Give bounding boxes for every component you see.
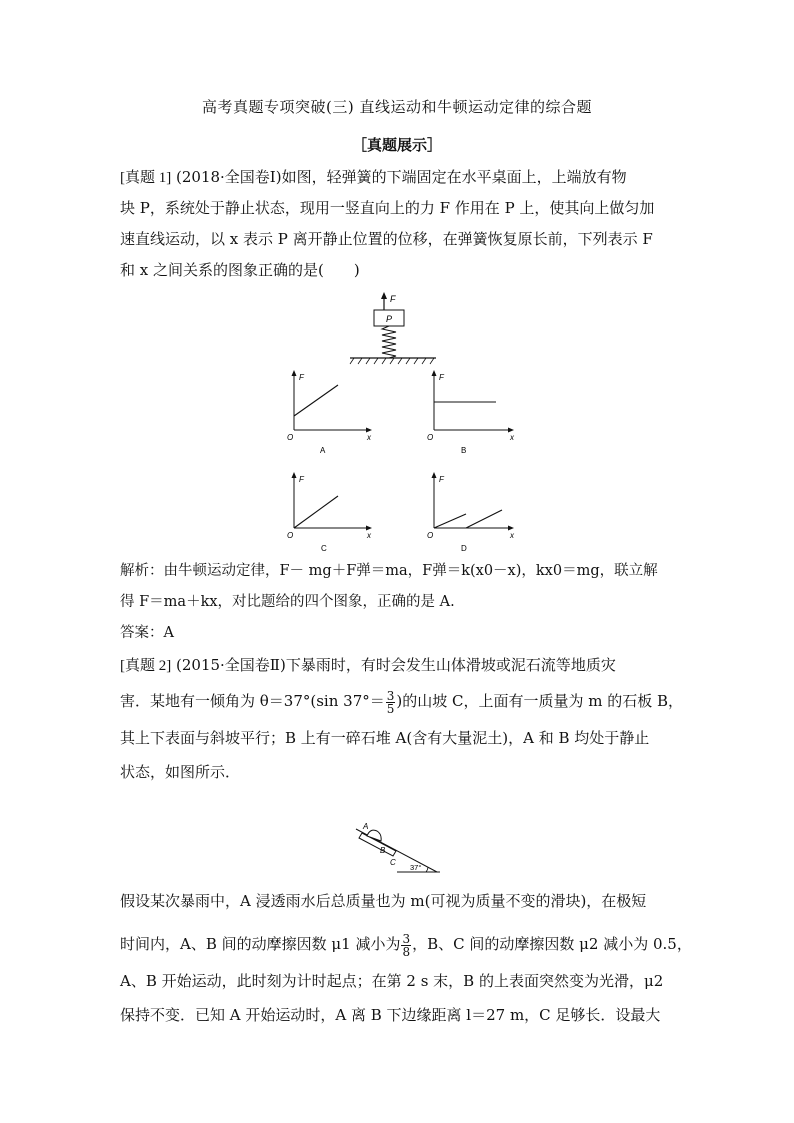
graph-c <box>284 470 384 560</box>
graph-d-label: D <box>461 544 467 553</box>
solution-1-line-2: 得 F＝ma＋kx，对比题给的四个图象，正确的是 A. <box>120 594 455 610</box>
graph-c-line <box>294 496 338 528</box>
answer-1: 答案：A <box>120 625 174 641</box>
svg-text:O: O <box>427 531 434 540</box>
solution-1 <box>120 556 676 649</box>
svg-text:F: F <box>299 373 304 382</box>
svg-text:F: F <box>299 475 304 484</box>
fraction-three-eighths: $\frac{3}{8}$ <box>402 931 411 959</box>
question-1-line-4: 和 x 之间关系的图象正确的是( ) <box>120 261 360 279</box>
page-title: 高考真题专项突破(三) 直线运动和牛顿运动定律的综合题 <box>202 98 592 116</box>
graph-d <box>424 470 534 560</box>
question-1-line-3: 速直线运动，以 x 表示 P 离开静止位置的位移，在弹簧恢复原长前，下列表示 F <box>120 230 653 248</box>
incline-figure <box>350 820 446 878</box>
svg-text:F: F <box>439 475 444 484</box>
question-1-line-1: [真题 1] (2018·全国卷Ⅰ)如图，轻弹簧的下端固定在水平桌面上，上端放有物 <box>120 168 627 186</box>
svg-text:O: O <box>287 433 294 442</box>
block-label: P <box>386 314 393 324</box>
question-2-line-1: [真题 2] (2015·全国卷Ⅱ)下暴雨时，有时会发生山体滑坡或泥石流等地质灾 <box>120 656 616 674</box>
question-2-line-2: 害．某地有一倾角为 θ＝37°(sin 37°＝ $\frac{3}{5}$ )的山坡 C，上面有一质量为 m 的石板 B， <box>120 688 684 716</box>
svg-text:x: x <box>367 531 371 540</box>
graph-b <box>424 368 534 458</box>
question-2-line-4: 状态，如图所示． <box>120 763 241 781</box>
label-c: C <box>390 858 396 867</box>
graph-a-line <box>294 385 338 416</box>
question-1 <box>120 162 676 286</box>
spring <box>382 326 396 358</box>
question-2-continued <box>120 886 692 1032</box>
graph-d-line-1 <box>434 514 466 528</box>
label-b: B <box>380 846 386 855</box>
svg-text:O: O <box>427 433 434 442</box>
angle-label: 37° <box>410 863 422 872</box>
question-1-line-2: 块 P，系统处于静止状态，现用一竖直向上的力 F 作用在 P 上，使其向上做匀加 <box>120 199 655 217</box>
graph-d-line-2 <box>466 510 502 528</box>
svg-text:x: x <box>510 433 514 442</box>
question-2-cont-line-2: 时间内，A、B 间的动摩擦因数 μ1 减小为 $\frac{3}{8}$ ，B、C 间的动摩擦因数 μ2 减小为 0.5， <box>120 931 692 959</box>
graph-a <box>284 368 384 458</box>
svg-text:F: F <box>439 373 444 382</box>
label-a: A <box>363 822 369 831</box>
ground-hatch <box>350 358 434 364</box>
force-arrow-head <box>381 292 387 299</box>
question-2-line-3: 其上下表面与斜坡平行；B 上有一碎石堆 A(含有大量泥土)，A 和 B 均处于静止 <box>120 729 650 747</box>
graph-b-label: B <box>461 446 467 455</box>
angle-arc <box>426 867 428 872</box>
svg-text:x: x <box>510 531 514 540</box>
question-1-tag: [真题 1] <box>120 170 172 186</box>
spring-block-figure <box>340 292 450 370</box>
solution-1-line-1: 解析：由牛顿运动定律，F－ mg＋F弹＝ma，F弹＝k(x0－x)，kx0＝mg，联立解 <box>120 563 658 579</box>
question-2-cont-line-4: 保持不变．已知 A 开始运动时，A 离 B 下边缘距离 l＝27 m，C 足够长．设最大 <box>120 1006 661 1024</box>
section-heading: ［真题展示］ <box>351 136 442 154</box>
question-2-cont-line-1: 假设某次暴雨中，A 浸透雨水后总质量也为 m(可视为质量不变的滑块)，在极短 <box>120 892 647 910</box>
force-label: F <box>390 294 396 304</box>
question-2-cont-line-3: A、B 开始运动，此时刻为计时起点；在第 2 s 末，B 的上表面突然变为光滑，μ2 <box>120 972 664 990</box>
svg-text:O: O <box>287 531 294 540</box>
graph-a-label: A <box>320 446 326 455</box>
fraction-three-fifths: $\frac{3}{5}$ <box>386 688 395 716</box>
question-2-tag: [真题 2] <box>120 658 172 674</box>
question-2 <box>120 650 684 789</box>
svg-text:x: x <box>367 433 371 442</box>
graph-c-label: C <box>321 544 327 553</box>
